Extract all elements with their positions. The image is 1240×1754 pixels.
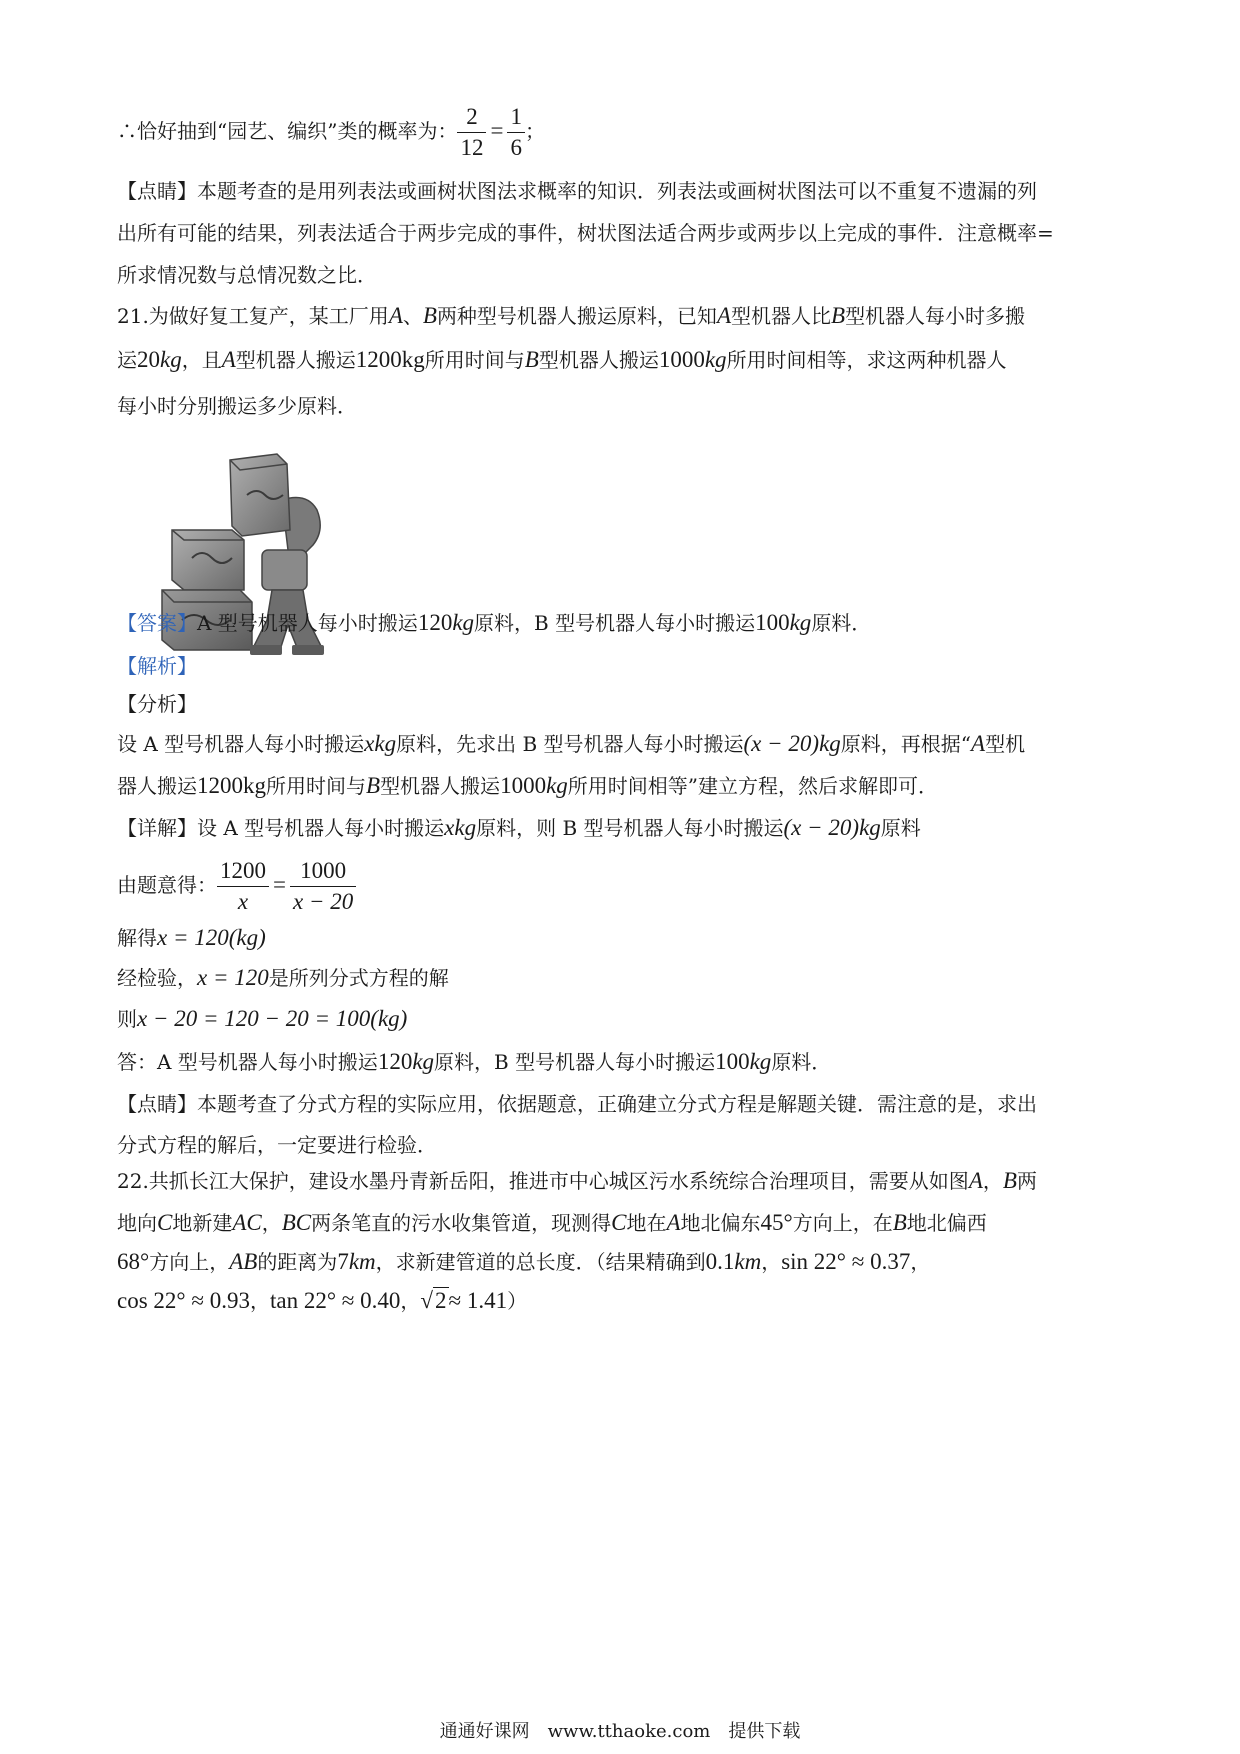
approx-value: ≈ 1.41: [448, 1288, 508, 1313]
text: 地北偏西: [906, 1211, 987, 1235]
detail-label: 【详解】: [117, 816, 197, 840]
text: 原料．: [811, 611, 872, 635]
unit: kg: [789, 610, 812, 635]
value: 1200kg: [355, 347, 425, 372]
analysis-line-2: [117, 772, 1137, 800]
reply-line: [117, 1048, 1137, 1076]
unit: kg: [749, 1049, 772, 1074]
jiexi-label: 【解析】: [117, 654, 197, 678]
var-A: A: [388, 303, 403, 328]
text: ，求新建管道的总长度．（结果精确到: [375, 1250, 706, 1274]
text: 答：A 型号机器人每小时搬运: [117, 1050, 378, 1074]
dianjing-line-1: 【点睛】本题考查的是用列表法或画树状图法求概率的知识．列表法或画树状图法可以不重复不遗漏的列: [117, 179, 1037, 203]
unit: kg: [819, 731, 841, 756]
text: ，: [982, 1169, 1003, 1193]
then-line: [117, 1005, 1137, 1033]
q21-line-2: [117, 346, 1137, 374]
text: 22.共抓长江大保护，建设水墨丹青新岳阳，推进市中心城区污水系统综合治理项目，需要从如图: [117, 1169, 969, 1193]
fraction-numerator: 1200: [217, 856, 269, 887]
q22-line-2: [117, 1209, 1137, 1237]
var-A: A: [968, 1168, 983, 1193]
q22-line-1: [117, 1167, 1137, 1195]
text: 是所列分式方程的解: [268, 966, 449, 990]
text: 原料．: [771, 1050, 832, 1074]
dianjing2-line-1: 【点睛】本题考查了分式方程的实际应用，依据题意，正确建立分式方程是解题关键．需注意的是，求出: [117, 1092, 1037, 1116]
var-B: B: [366, 773, 381, 798]
var-B: B: [422, 303, 437, 328]
unit: kg: [704, 347, 727, 372]
var-B: B: [892, 1210, 907, 1235]
fenxi-label: 【分析】: [117, 692, 197, 716]
equation-line: [117, 853, 1137, 917]
value: 100: [755, 610, 790, 635]
text: 设 A 型号机器人每小时搬运: [117, 732, 365, 756]
unit: km: [734, 1249, 762, 1274]
text: 型机器人搬运: [235, 348, 356, 372]
analysis-line-1: [117, 730, 1137, 758]
text: ，: [761, 1250, 782, 1274]
equals-sign: =: [273, 872, 286, 897]
text: 、: [402, 304, 423, 328]
text: 所用时间相等，求这两种机器人: [726, 348, 1007, 372]
angle: 45°: [760, 1210, 793, 1235]
text: 型机器人搬运: [380, 774, 501, 798]
text: 所用时间相等”建立方程，然后求解即可．: [567, 774, 939, 798]
unit: kg: [546, 773, 568, 798]
fraction-2-12: [457, 102, 486, 163]
value: 120: [377, 1049, 413, 1074]
q22-line-4: [117, 1287, 1137, 1315]
text: 所用时间与: [424, 348, 525, 372]
text: 原料，再根据“: [840, 732, 972, 756]
expression: x − 20 = 120 − 20 = 100(kg): [137, 1006, 408, 1031]
expression: (x − 20): [783, 815, 860, 840]
radicand: 2: [435, 1288, 447, 1313]
text: ，: [249, 1289, 270, 1313]
text: ）: [507, 1289, 528, 1313]
text: 地在: [626, 1211, 667, 1235]
text: 原料，则 B 型号机器人每小时搬运: [476, 816, 784, 840]
text: ，: [400, 1289, 421, 1313]
fraction-denominator: x − 20: [292, 889, 354, 914]
value: 7: [337, 1249, 349, 1274]
check-line: [117, 964, 1137, 992]
value: 100: [715, 1049, 750, 1074]
text: 经检验，: [117, 966, 197, 990]
text: 方向上，: [149, 1250, 230, 1274]
text: 21.为做好复工复产，某工厂用: [117, 304, 389, 328]
sqrt-2: √2: [420, 1288, 447, 1313]
detail-line-1: [117, 814, 1137, 842]
expression: (x − 20): [743, 731, 820, 756]
probability-text: ∴恰好抽到“园艺、编织”类的概率为：: [117, 119, 458, 143]
sin-value: sin 22° ≈ 0.37: [781, 1249, 911, 1274]
text: 方向上，在: [792, 1211, 893, 1235]
expression: x = 120(kg): [157, 925, 266, 950]
text: 原料，B 型号机器人每小时搬运: [434, 1050, 716, 1074]
value: 120: [417, 610, 453, 635]
dianjing-line-3: 所求情况数与总情况数之比．: [117, 263, 377, 287]
fraction-denominator: x: [237, 889, 249, 914]
tan-value: tan 22° ≈ 0.40: [269, 1288, 401, 1313]
answer-line: [117, 609, 1137, 637]
text: 设 A 型号机器人每小时搬运: [197, 816, 445, 840]
expression: x = 120: [197, 965, 269, 990]
unit: km: [348, 1249, 376, 1274]
value: 1000: [500, 773, 547, 798]
fraction-1-6: [507, 102, 525, 163]
equals-sign: =: [490, 118, 504, 143]
text: 则: [117, 1007, 137, 1031]
fraction-numerator: 1000: [290, 856, 356, 887]
value: 1200kg: [197, 773, 266, 798]
var-A: A: [716, 303, 731, 328]
var-B: B: [1002, 1168, 1017, 1193]
footer-watermark: 通通好课网 www.tthaoke.com 提供下载: [439, 1721, 801, 1742]
fraction-numerator: 1: [507, 102, 525, 133]
text: 两: [1016, 1169, 1037, 1193]
text: 所用时间与: [266, 774, 366, 798]
fraction-numerator: 2: [457, 102, 486, 133]
var-BC: BC: [281, 1210, 312, 1235]
angle: 68°: [117, 1249, 150, 1274]
text: 型机器人搬运: [538, 348, 659, 372]
var-A: A: [971, 731, 986, 756]
value: 0.1: [705, 1249, 735, 1274]
value: 20: [137, 347, 160, 372]
text: 两种型号机器人搬运原料，已知: [436, 304, 717, 328]
text: 地向: [117, 1211, 157, 1235]
q21-line-3: 每小时分别搬运多少原料．: [117, 394, 357, 418]
var-x: xkg: [364, 731, 397, 756]
fraction-1000-x-20: [290, 856, 356, 917]
text: ，: [910, 1250, 931, 1274]
text: 型机器人比: [731, 304, 831, 328]
var-A: A: [221, 347, 236, 372]
text: 原料: [880, 816, 921, 840]
cos-value: cos 22° ≈ 0.93: [117, 1288, 250, 1313]
dianjing-line-2: 出所有可能的结果，列表法适合于两步完成的事件，树状图法适合两步或两步以上完成的事件．注意概率=: [117, 221, 1054, 245]
var-A: A: [666, 1210, 681, 1235]
text: 型机器人每小时多搬: [845, 304, 1026, 328]
text: 原料，先求出 B 型号机器人每小时搬运: [396, 732, 744, 756]
var-C: C: [157, 1210, 173, 1235]
var-x: xkg: [444, 815, 477, 840]
dianjing2-line-2: 分式方程的解后，一定要进行检验．: [117, 1133, 437, 1157]
unit: kg: [859, 815, 881, 840]
text: 的距离为: [257, 1250, 338, 1274]
text: ，: [261, 1211, 282, 1235]
var-C: C: [611, 1210, 627, 1235]
var-B: B: [524, 347, 539, 372]
answer-label: 【答案】: [117, 611, 197, 635]
var-AB: AB: [229, 1249, 258, 1274]
probability-line: [117, 102, 1137, 160]
var-B: B: [831, 303, 846, 328]
text: A 型号机器人每小时搬运: [197, 611, 418, 635]
unit: kg: [452, 610, 475, 635]
unit: kg: [160, 347, 182, 372]
text: 运: [117, 348, 137, 372]
var-AC: AC: [232, 1210, 262, 1235]
unit: kg: [412, 1049, 435, 1074]
text: ，且: [181, 348, 222, 372]
q22-line-3: [117, 1248, 1137, 1276]
text: 型机: [985, 732, 1026, 756]
solve-line: [117, 924, 1137, 952]
fraction-denominator: 12: [460, 135, 484, 160]
fraction-1200-x: [217, 856, 269, 917]
text: 两条笔直的污水收集管道，现测得: [311, 1211, 612, 1235]
value: 1000: [658, 347, 705, 372]
q21-line-1: [117, 302, 1137, 330]
carried-block: [230, 454, 290, 536]
text: 地新建: [172, 1211, 233, 1235]
punctuation: ；: [524, 119, 545, 143]
text: 原料，B 型号机器人每小时搬运: [474, 611, 756, 635]
text: 由题意得：: [117, 873, 217, 897]
text: 地北偏东: [680, 1211, 761, 1235]
text: 器人搬运: [117, 774, 197, 798]
fraction-denominator: 6: [510, 135, 522, 160]
text: 解得: [117, 926, 157, 950]
